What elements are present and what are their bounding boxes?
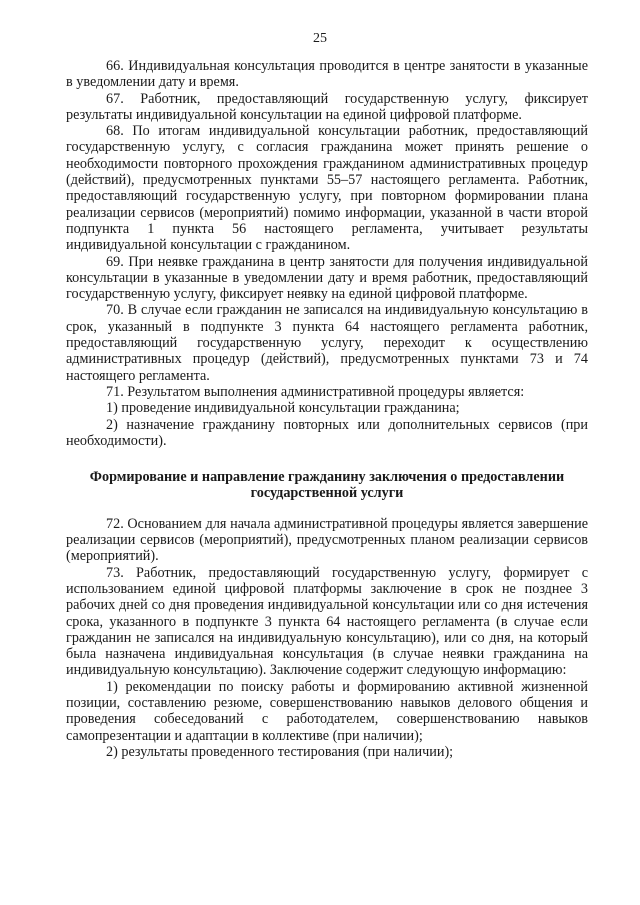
paragraph-73: 73. Работник, предоставляющий государственную услугу, формирует с использованием единой цифровой платформы заключение в срок не позднее 3 рабочих дней со дня проведения индивидуальной консультации или со дня истечения срока, указанного в подпункте 3 пункта 64 настоящего регламента (в случае если гражданин не записался на индивидуальную консультацию), или со дня, на который была назначена индивидуальная консультация (в случае неявки гражданина на индивидуальную консультацию). Заключение содержит следующую информацию: — [66, 564, 588, 679]
page-number: 25 — [313, 31, 327, 46]
list-item-71-2: 2) назначение гражданину повторных или дополнительных сервисов (при необходимости). — [66, 416, 588, 449]
list-item-73-1: 1) рекомендации по поиску работы и формированию активной жизненной позиции, составлению резюме, совершенствованию навыков делового общения и проведения собеседований с работодателем, совершенствованию навыков самопрезентации и адаптации в коллективе (при наличии); — [66, 678, 588, 744]
list-item-73-2: 2) результаты проведенного тестирования (при наличии); — [106, 743, 454, 760]
paragraph-66: 66. Индивидуальная консультация проводится в центре занятости в указанные в уведомлении дату и время. — [66, 58, 588, 91]
section-heading: Формирование и направление гражданину заключения о предоставлении государственной услуги — [89, 469, 565, 502]
list-item-71-1: 1) проведение индивидуальной консультации гражданина; — [106, 400, 460, 417]
paragraph-72: 72. Основанием для начала административной процедуры является завершение реализации сервисов (мероприятий), предусмотренных планом реализации сервисов (мероприятий). — [66, 515, 588, 565]
paragraph-67: 67. Работник, предоставляющий государственную услугу, фиксирует результаты индивидуальной консультации на единой цифровой платформе. — [66, 90, 588, 123]
document-body — [66, 58, 588, 760]
paragraph-71: 71. Результатом выполнения административной процедуры является: — [106, 383, 525, 400]
paragraph-70: 70. В случае если гражданин не записался на индивидуальную консультацию в срок, указанный в подпункте 3 пункта 64 настоящего регламента работник, предоставляющий государственную услугу, переходит к осуществлению административных процедур (действий), предусмотренных пунктами 73 и 74 настоящего регламента. — [66, 302, 588, 384]
paragraph-68: 68. По итогам индивидуальной консультации работник, предоставляющий государственную услугу, с согласия гражданина может принять решение о необходимости повторного прохождения гражданином административных процедур (действий), предусмотренных пунктами 55–57 настоящего регламента. Работник, предоставляющий государственную услугу, при повторном формировании плана реализации сервисов (мероприятий) помимо информации, указанной в части второй подпункта 1 пункта 56 настоящего регламента, учитывает результаты индивидуальной консультации с гражданином. — [66, 123, 588, 254]
paragraph-69: 69. При неявке гражданина в центр занятости для получения индивидуальной консультации в указанные в уведомлении дату и время работник, предоставляющий государственную услугу, фиксирует неявку на единой цифровой платформе. — [66, 253, 588, 303]
